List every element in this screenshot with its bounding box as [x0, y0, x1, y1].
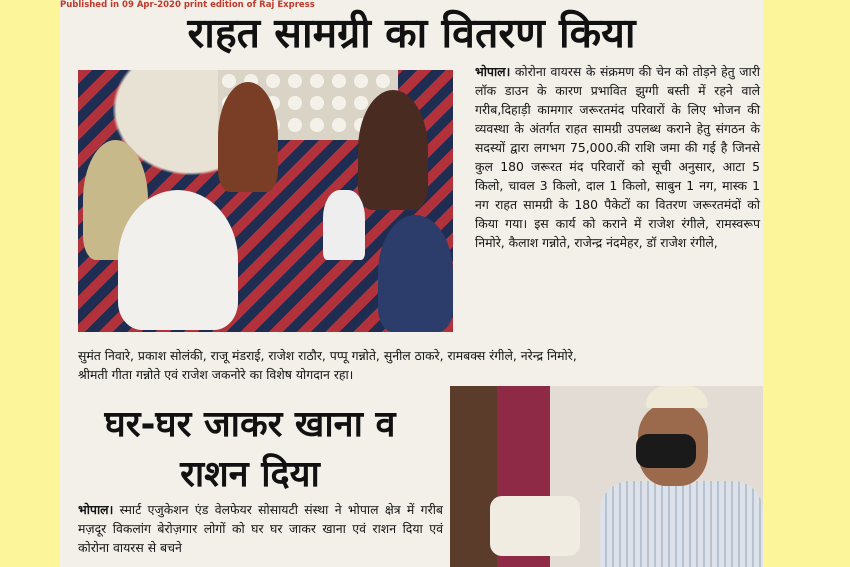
face-mask [636, 434, 696, 468]
newspaper-clipping [60, 0, 763, 567]
story2-headline [60, 400, 440, 500]
person-figure [218, 82, 278, 192]
person-figure [358, 90, 428, 210]
story1-body-line-1: सुमंत निवारे, प्रकाश सोलंकी, राजू मंडराई, राजेश राठौर, पप्पू गन्नोते, सुनील ठाकरे, रामबक्स रंगीले, नरेन्द्र निमोरे, [78, 348, 577, 363]
story2-body: स्मार्ट एजुकेशन एंड वेलफेयर सोसायटी संस्था ने भोपाल क्षेत्र में गरीब मज़दूर विकलांग बेरोज़गार लोगों को घर घर जाकर खाना एवं राशन दिया एवं कोरोना वायरस से बचने [78, 502, 443, 555]
story1-dateline: भोपाल। [475, 64, 511, 79]
plastic-bag [323, 190, 365, 260]
story1-body-continued [78, 346, 760, 384]
story2-dateline: भोपाल। [78, 502, 114, 517]
person-figure [378, 215, 453, 332]
story1-body: कोरोना वायरस के संक्रमण की चेन को तोड़ने हेतु जारी लॉक डाउन के कारण प्रभावित झुग्गी बस्ती में रहने वाले गरीब,दिहाड़ी कामगार जरूरतमंद परिवारों के लिए भोजन की व्यवस्था के अंतर्गत राहत सामग्री उपलब्ध कराने हेतु संगठन के सदस्यों द्वारा लगभग 75,000.की राशि जमा की गई है जिनसे कुल 180 जरूरत मंद परिवारों को सूची अनुसार, आटा 5 किलो, चावल 3 किलो, दाल 1 किलो, साबुन 1 नग, मास्क 1 नग राहत सामग्री के 180 पैकेटों का वितरण जरूरतमंदों को किया गया। इस कार्य को कराने में राजेश रंगीले, रामस्वरूप निमोरे, कैलाश गन्नोते, राजेन्द्र नंदमेहर, डॉ राजेश रंगीले, [475, 64, 760, 250]
person-figure [118, 190, 238, 330]
story2-body-column [78, 500, 443, 557]
story1-headline: राहत सामग्री का वितरण किया [187, 9, 636, 57]
story2-headline-line-2: राशन दिया [180, 454, 320, 495]
story2-headline-line-1: घर-घर जाकर खाना व [104, 404, 396, 445]
story1-body-column [475, 62, 760, 252]
food-distribution-photo [450, 386, 763, 567]
story1-body-line-2: श्रीमती गीता गन्नोते एवं राजेश जकनोरे का विशेष योगदान रहा। [78, 367, 354, 382]
person-shirt [600, 481, 763, 567]
food-bag [490, 496, 580, 556]
edition-line: Published in 09 Apr-2020 print edition of Raj Express [60, 0, 315, 10]
person-cap [646, 386, 708, 408]
relief-distribution-photo [78, 70, 453, 332]
